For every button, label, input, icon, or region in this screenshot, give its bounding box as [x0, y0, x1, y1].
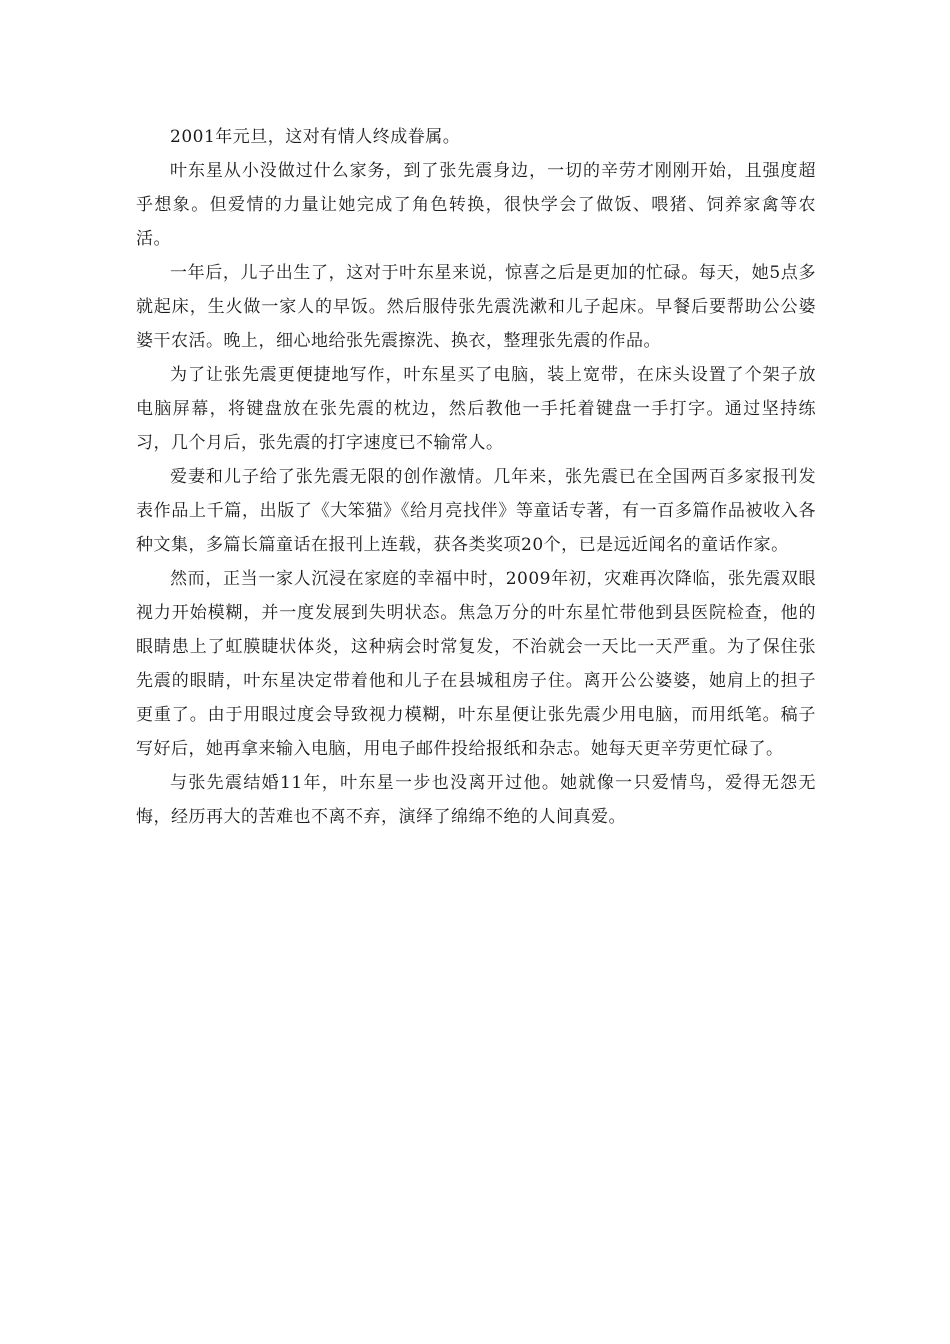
- paragraph: 爱妻和儿子给了张先震无限的创作激情。几年来，张先震已在全国两百多家报刊发表作品上千篇，出版了《大笨猫》《给月亮找伴》等童话专著，有一百多篇作品被收入各种文集，多篇长篇童话在报刊上连载，获各类奖项20个，已是远近闻名的童话作家。: [136, 467, 816, 555]
- paragraph: 叶东星从小没做过什么家务，到了张先震身边，一切的辛劳才刚刚开始，且强度超乎想象。但爱情的力量让她完成了角色转换，很快学会了做饭、喂猪、饲养家禽等农活。: [136, 161, 816, 249]
- article-body: [136, 120, 816, 834]
- paragraph: 与张先震结婚11年，叶东星一步也没离开过他。她就像一只爱情鸟，爱得无怨无悔，经历再大的苦难也不离不弃，演绎了绵绵不绝的人间真爱。: [136, 773, 816, 827]
- paragraph: 一年后，儿子出生了，这对于叶东星来说，惊喜之后是更加的忙碌。每天，她5点多就起床，生火做一家人的早饭。然后服侍张先震洗漱和儿子起床。早餐后要帮助公公婆婆干农活。晚上，细心地给张先震擦洗、换衣，整理张先震的作品。: [136, 263, 816, 351]
- paragraph: 然而，正当一家人沉浸在家庭的幸福中时，2009年初，灾难再次降临，张先震双眼视力开始模糊，并一度发展到失明状态。焦急万分的叶东星忙带他到县医院检查，他的眼睛患上了虹膜睫状体炎，这种病会时常复发，不治就会一天比一天严重。为了保住张先震的眼睛，叶东星决定带着他和儿子在县城租房子住。离开公公婆婆，她肩上的担子更重了。由于用眼过度会导致视力模糊，叶东星便让张先震少用电脑，而用纸笔。稿子写好后，她再拿来输入电脑，用电子邮件投给报纸和杂志。她每天更辛劳更忙碌了。: [136, 569, 816, 759]
- paragraph: 2001年元旦，这对有情人终成眷属。: [170, 127, 461, 147]
- paragraph: 为了让张先震更便捷地写作，叶东星买了电脑，装上宽带，在床头设置了个架子放电脑屏幕，将键盘放在张先震的枕边，然后教他一手托着键盘一手打字。通过坚持练习，几个月后，张先震的打字速度已不输常人。: [136, 365, 816, 453]
